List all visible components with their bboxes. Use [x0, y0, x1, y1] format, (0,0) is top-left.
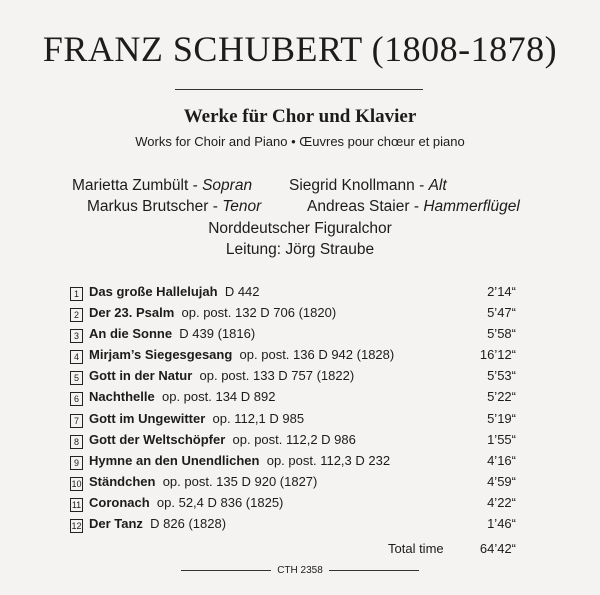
track-info: op. post. 133 D 757 (1822) [199, 368, 355, 384]
track-row [70, 323, 516, 344]
track-row [70, 471, 516, 492]
track-row [70, 408, 516, 429]
performer-soprano: Marietta Zumbült - Sopran [72, 177, 253, 194]
track-info: D 439 (1816) [179, 326, 256, 342]
performer-fortepiano: Andreas Staier - Hammerflügel [307, 198, 520, 215]
track-info: D 442 [224, 284, 260, 299]
track-title: Das große Hallelujah [89, 284, 218, 299]
track-number: 9 [70, 456, 83, 470]
track-row [70, 302, 516, 323]
track-info: op. post. 135 D 920 (1827) [162, 473, 318, 489]
track-row [70, 492, 516, 513]
track-duration: 16’12“ [479, 347, 516, 363]
track-number: 11 [71, 499, 82, 510]
track-info: op. 112,1 D 985 [212, 410, 305, 426]
track-title: An die Sonne [89, 326, 173, 342]
track-row [70, 344, 516, 365]
track-title: Gott in der Natur [89, 368, 193, 384]
track-row [70, 281, 516, 302]
catalog-number: CTH 2358 [277, 565, 323, 576]
track-info: op. post. 134 D 892 [161, 389, 276, 405]
track-row [70, 429, 516, 450]
track-duration: 4’16“ [487, 452, 516, 468]
track-list [70, 281, 516, 534]
track-duration: 1’55“ [487, 431, 516, 447]
performer-alto: Siegrid Knollmann - Alt [289, 177, 447, 194]
track-title: Gott im Ungewitter [89, 410, 206, 426]
track-info: op. post. 112,2 D 986 [232, 431, 356, 447]
conductor: Leitung: Jörg Straube [225, 241, 375, 258]
track-row [70, 386, 516, 407]
track-number: 1 [70, 287, 83, 301]
track-number: 5 [70, 371, 83, 385]
track-duration: 5’47“ [487, 305, 516, 321]
footer-rule-right [329, 570, 419, 571]
track-duration: 4’22“ [487, 494, 516, 510]
track-number: 10 [71, 478, 82, 489]
track-duration: 5’22“ [487, 389, 516, 405]
track-number: 8 [70, 435, 83, 449]
track-duration: 5’58“ [487, 326, 516, 342]
track-number: 2 [70, 308, 83, 322]
track-duration: 4’59“ [487, 473, 516, 489]
footer-rule-left [181, 570, 271, 571]
total-time-label: Total time [388, 541, 444, 556]
track-duration: 5’19“ [487, 410, 516, 426]
choir-name: Norddeutscher Figuralchor [208, 220, 392, 237]
page-title: FRANZ SCHUBERT (1808-1878) [42, 29, 558, 69]
track-title: Der 23. Psalm [89, 305, 175, 321]
track-number: 3 [70, 329, 83, 343]
performer-tenor: Markus Brutscher - Tenor [87, 198, 262, 215]
title-rule [175, 89, 423, 90]
track-row [70, 365, 516, 386]
track-title: Coronach [89, 494, 150, 510]
track-info: op. post. 132 D 706 (1820) [181, 305, 337, 321]
track-info: op. 52,4 D 836 (1825) [156, 494, 284, 510]
track-number: 4 [70, 350, 83, 364]
track-title: Hymne an den Unendlichen [89, 452, 260, 468]
track-number: 12 [71, 521, 82, 532]
track-number: 6 [70, 392, 83, 406]
track-title: Gott der Weltschöpfer [89, 431, 226, 447]
track-duration: 5’53“ [487, 368, 516, 384]
album-subtitle-translations: Works for Choir and Piano • Œuvres pour chœur et piano [135, 134, 465, 149]
total-time-value: 64’42“ [479, 541, 516, 556]
track-info: D 826 (1828) [150, 516, 227, 532]
album-subtitle: Werke für Chor und Klavier [183, 106, 417, 127]
track-title: Nachthelle [89, 389, 155, 405]
track-number: 7 [70, 414, 83, 428]
track-title: Ständchen [89, 473, 156, 489]
track-row [70, 513, 516, 534]
track-duration: 1’46“ [487, 516, 516, 532]
track-row [70, 450, 516, 471]
track-info: op. post. 112,3 D 232 [266, 452, 391, 468]
track-duration: 2’14“ [487, 284, 516, 299]
track-title: Der Tanz [89, 516, 143, 532]
track-info: op. post. 136 D 942 (1828) [239, 347, 395, 363]
catalog-footer [0, 565, 600, 576]
track-title: Mirjam’s Siegesgesang [89, 347, 233, 363]
